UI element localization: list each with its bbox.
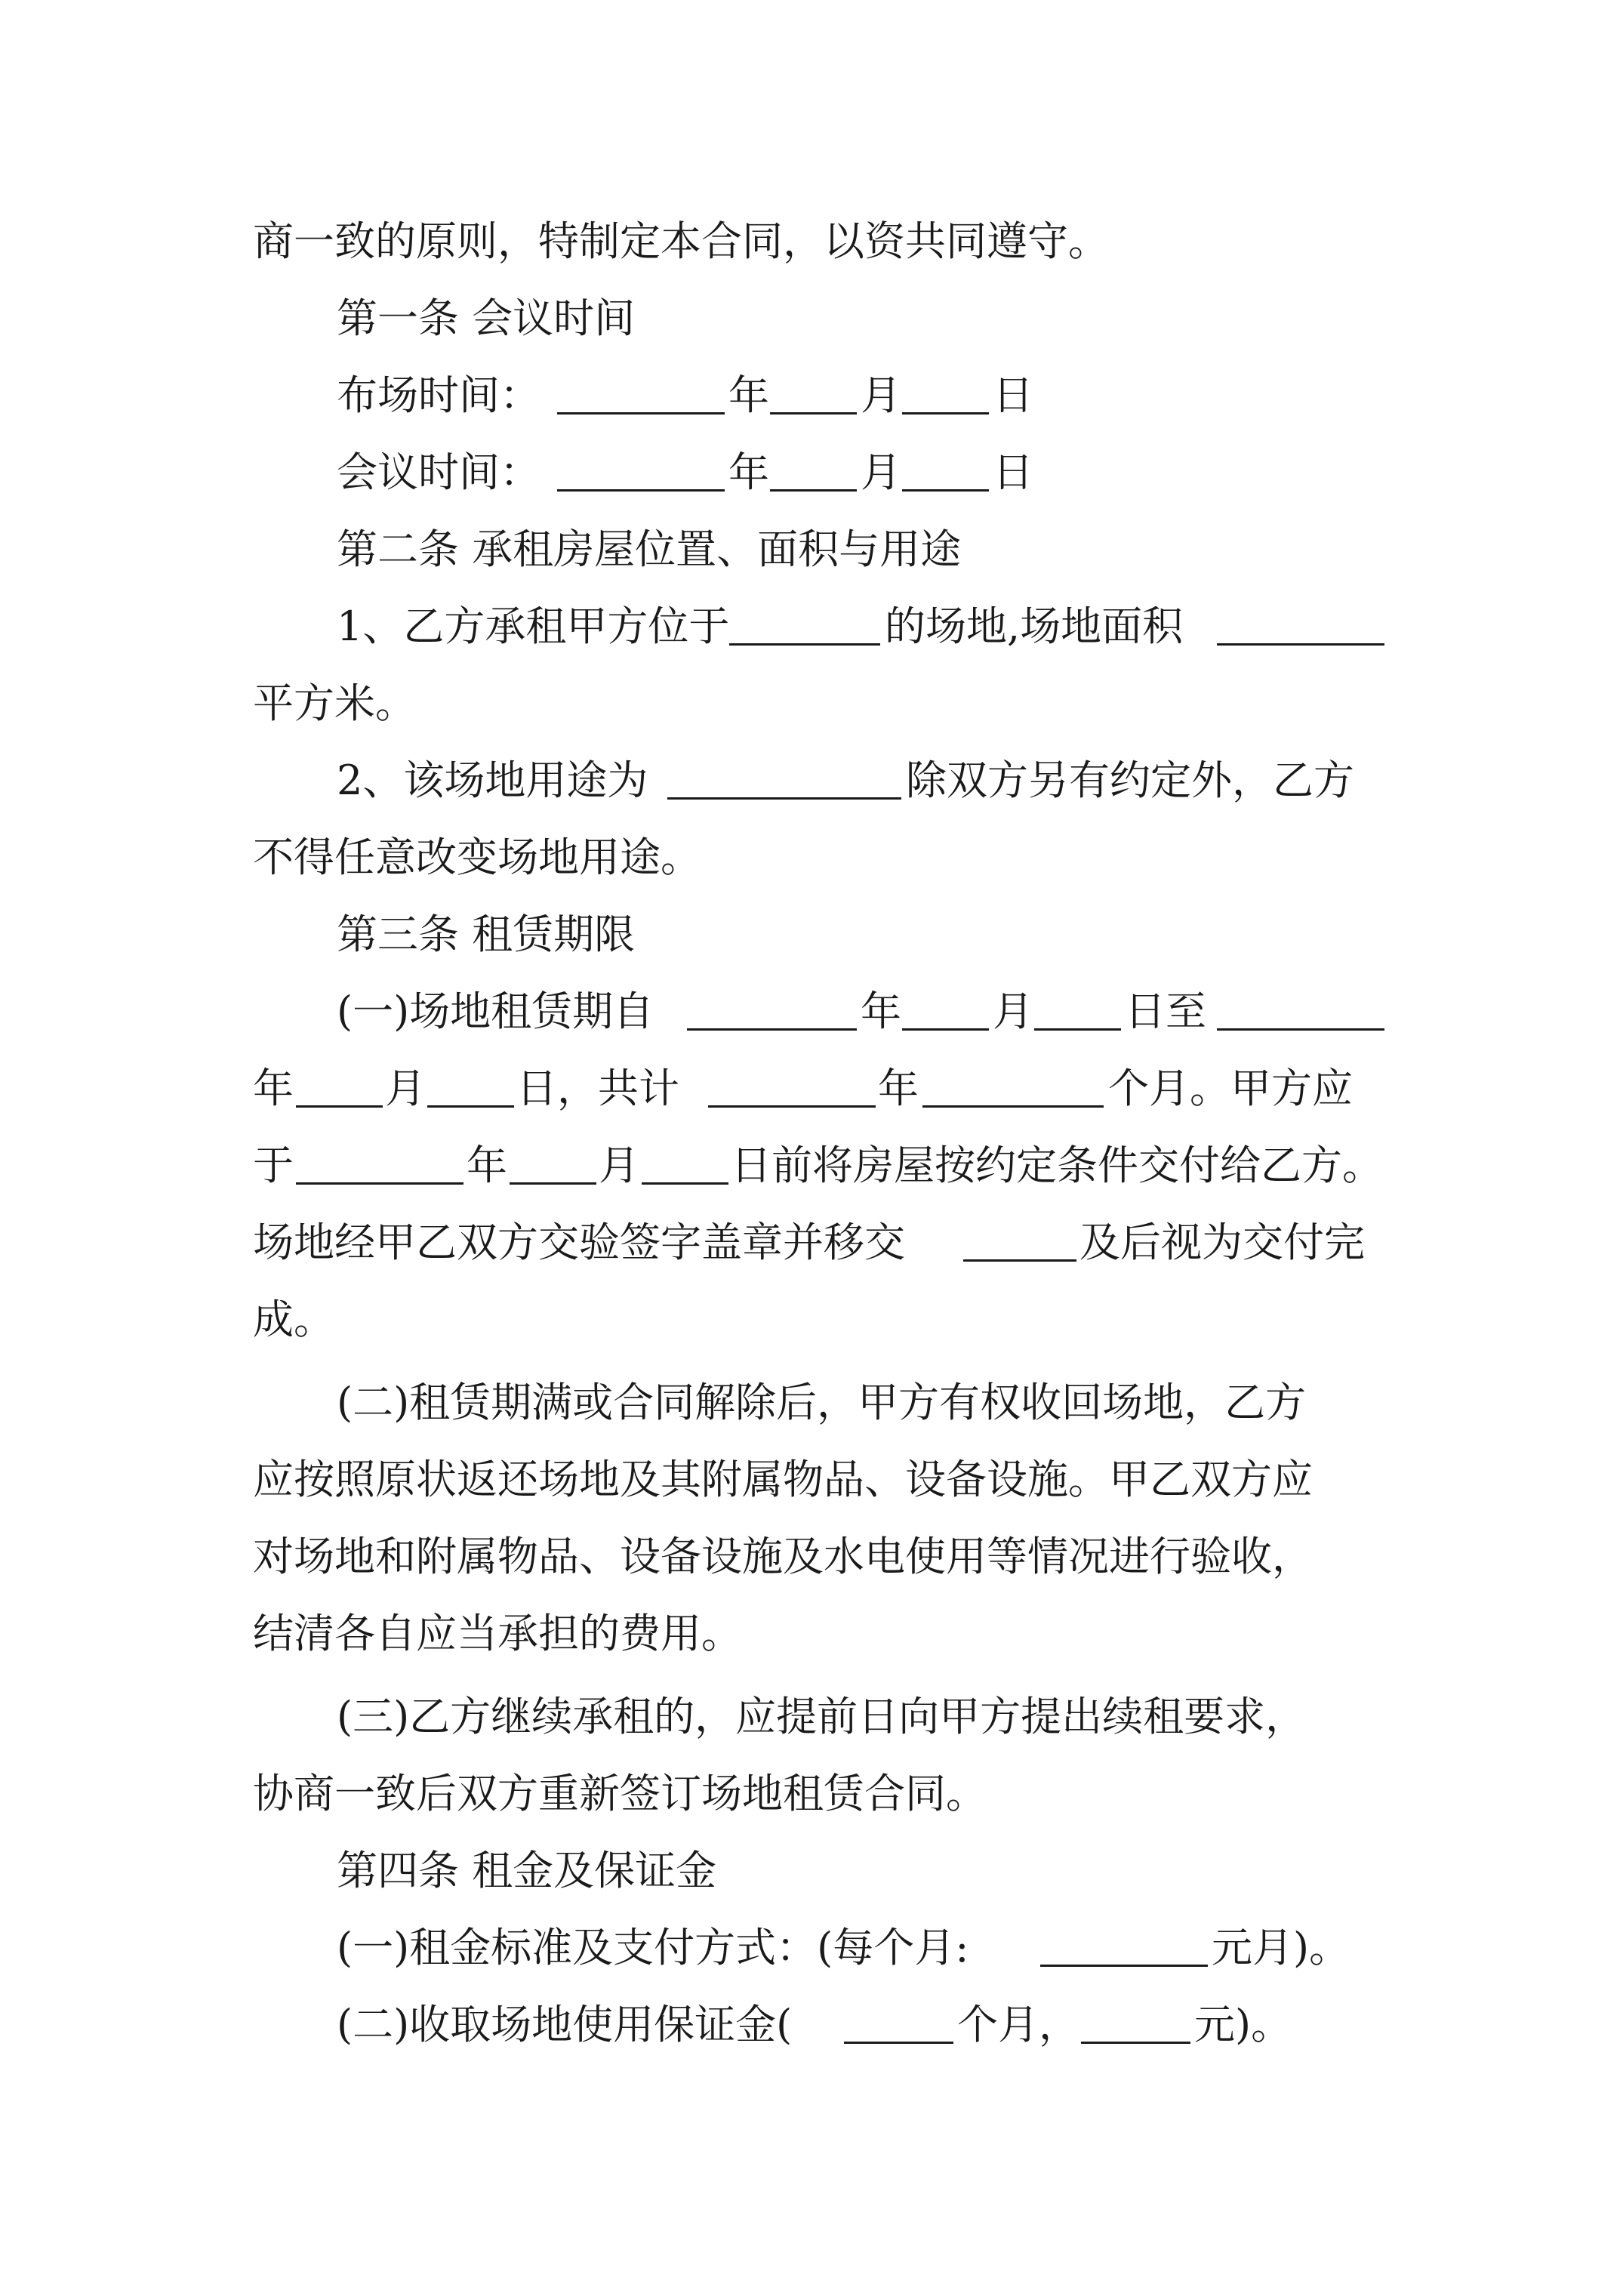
text-segment: 日 <box>993 448 1033 496</box>
fill-blank-year <box>687 1028 857 1031</box>
text-segment: 日，共计 <box>516 1065 679 1112</box>
fill-blank-year <box>1217 1028 1384 1031</box>
paragraph-line <box>0 1282 1623 1358</box>
text-segment: 元月)。 <box>1212 1924 1350 1971</box>
paragraph-line <box>0 820 1623 895</box>
setup-date-line <box>0 358 1623 433</box>
paragraph-line <box>0 204 1623 279</box>
text-segment: 及后视为交付完 <box>1079 1219 1365 1266</box>
text-segment: 日至 <box>1125 988 1206 1035</box>
text-segment: 年 <box>467 1142 507 1189</box>
fill-blank-year <box>296 1182 463 1185</box>
fill-blank-month <box>770 412 857 415</box>
delivery-date-line <box>0 1128 1623 1203</box>
lease-period-line <box>0 1051 1623 1126</box>
fill-blank-month <box>770 489 857 492</box>
text-segment: 第二条 承租房屋位置、面积与用途 <box>337 525 962 573</box>
text-segment: (二)租赁期满或合同解除后，甲方有权收回场地，乙方 <box>337 1379 1307 1426</box>
fill-blank-day <box>902 489 989 492</box>
fill-blank-day <box>427 1105 514 1108</box>
text-segment: 对场地和附属物品、设备设施及水电使用等情况进行验收， <box>253 1533 1313 1580</box>
text-segment: 月 <box>861 371 901 419</box>
text-segment: 第三条 租赁期限 <box>337 911 636 958</box>
text-segment: (二)收取场地使用保证金( <box>337 2001 793 2048</box>
text-segment: 商一致的原则，特制定本合同，以资共同遵守。 <box>253 217 1109 265</box>
text-segment: 日 <box>993 371 1033 419</box>
text-segment: 会议时间： <box>337 448 540 496</box>
paragraph-line <box>0 1442 1623 1518</box>
text-segment: 1、乙方承租甲方位于 <box>337 603 730 650</box>
meeting-date-line <box>0 435 1623 510</box>
text-segment: 于 <box>253 1142 294 1189</box>
fill-blank-day <box>902 412 989 415</box>
text-segment: 年 <box>861 988 901 1035</box>
fill-blank-rent <box>1040 1965 1208 1967</box>
paragraph-line <box>0 1679 1623 1755</box>
text-segment: (一)场地租赁期自 <box>337 988 654 1035</box>
fill-blank-month <box>902 1028 989 1031</box>
paragraph-line <box>0 1365 1623 1441</box>
text-segment: 协商一致后双方重新签订场地租赁合同。 <box>253 1770 987 1817</box>
paragraph-line <box>0 589 1623 664</box>
article-heading <box>0 1833 1623 1909</box>
text-segment: 第一条 会议时间 <box>337 294 636 342</box>
fill-blank-deposit-months <box>844 2042 953 2044</box>
fill-blank-day <box>642 1182 728 1185</box>
fill-blank-years <box>708 1105 876 1108</box>
text-segment: 的场地,场地面积 <box>885 603 1184 650</box>
text-segment: 个月， <box>957 2001 1079 2048</box>
paragraph-line <box>0 1519 1623 1595</box>
text-segment: 不得任意改变场地用途。 <box>253 834 701 881</box>
article-heading <box>0 897 1623 972</box>
fill-blank-usage <box>667 797 901 800</box>
fill-blank-deposit-amount <box>1081 2042 1190 2044</box>
paragraph-line <box>0 1756 1623 1832</box>
text-segment: 月 <box>385 1065 426 1112</box>
paragraph-line <box>0 743 1623 818</box>
article-heading <box>0 281 1623 356</box>
fill-blank-day <box>1034 1028 1121 1031</box>
text-segment: 日前将房屋按约定条件交付给乙方。 <box>731 1142 1383 1189</box>
text-segment: 2、该场地用途为 <box>337 757 648 804</box>
text-segment: 年 <box>253 1065 294 1112</box>
text-segment: 场地经甲乙双方交验签字盖章并移交 <box>253 1219 905 1266</box>
article-heading <box>0 512 1623 587</box>
text-segment: (一)租金标准及支付方式：(每个月: <box>337 1924 969 1971</box>
fill-blank-handover <box>963 1259 1076 1262</box>
fill-blank-location <box>729 643 880 646</box>
text-segment: 结清各自应当承担的费用。 <box>253 1610 742 1657</box>
paragraph-line <box>0 1205 1623 1281</box>
fill-blank-year <box>557 489 725 492</box>
text-segment: 年 <box>728 448 769 496</box>
text-segment: 除双方另有约定外，乙方 <box>906 757 1354 804</box>
text-segment: 年 <box>728 371 769 419</box>
text-segment: 月 <box>993 988 1033 1035</box>
text-segment: 应按照原状返还场地及其附属物品、设备设施。甲乙双方应 <box>253 1456 1313 1503</box>
fill-blank-months <box>922 1105 1104 1108</box>
rent-line <box>0 1910 1623 1986</box>
paragraph-line <box>0 666 1623 741</box>
text-segment: 平方米。 <box>253 680 416 727</box>
text-segment: 个月。甲方应 <box>1108 1065 1353 1112</box>
text-segment: 月 <box>861 448 901 496</box>
deposit-line <box>0 1987 1623 2063</box>
fill-blank-year <box>557 412 725 415</box>
paragraph-line <box>0 1596 1623 1672</box>
text-segment: 成。 <box>253 1296 334 1343</box>
text-segment: 元)。 <box>1194 2001 1292 2048</box>
fill-blank-month <box>296 1105 383 1108</box>
text-segment: 第四条 租金及保证金 <box>337 1847 717 1894</box>
fill-blank-area <box>1217 643 1384 646</box>
text-segment: 布场时间： <box>337 371 540 419</box>
fill-blank-month <box>510 1182 596 1185</box>
text-segment: 月 <box>599 1142 639 1189</box>
text-segment: 年 <box>878 1065 919 1112</box>
lease-period-line <box>0 974 1623 1049</box>
text-segment: (三)乙方继续承租的，应提前日向甲方提出续租要求， <box>337 1693 1307 1740</box>
